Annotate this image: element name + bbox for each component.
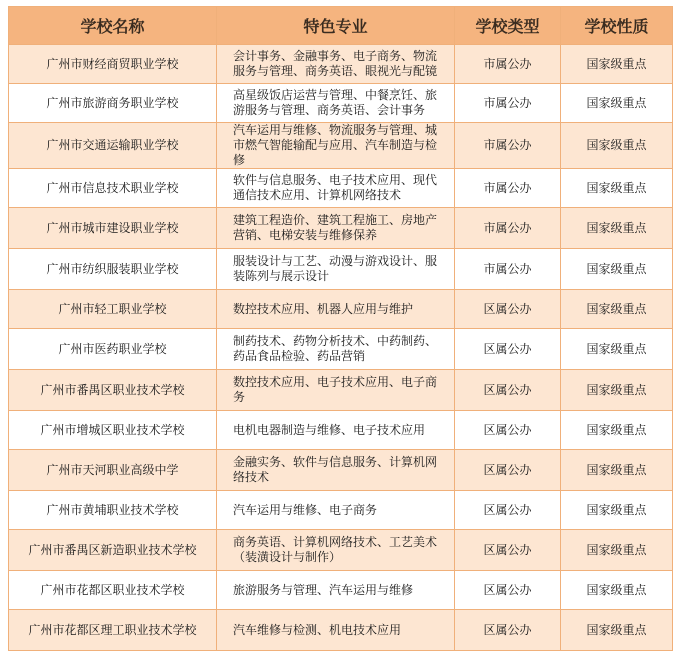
- majors-cell: 建筑工程造价、建筑工程施工、房地产营销、电梯安装与维修保养: [217, 208, 455, 249]
- table-row: [9, 530, 673, 571]
- school-nature-cell: 国家级重点: [561, 123, 673, 169]
- table-body: [9, 45, 673, 651]
- school-name-cell: 广州市天河职业高级中学: [9, 450, 217, 491]
- school-type-cell: 市属公办: [455, 169, 561, 208]
- school-type-cell: 区属公办: [455, 370, 561, 411]
- school-nature-cell: 国家级重点: [561, 571, 673, 610]
- majors-cell: 金融实务、软件与信息服务、计算机网络技术: [217, 450, 455, 491]
- table-row: [9, 84, 673, 123]
- school-type-cell: 市属公办: [455, 84, 561, 123]
- school-name-cell: 广州市医药职业学校: [9, 329, 217, 370]
- header-school-type: 学校类型: [455, 7, 561, 45]
- school-nature-cell: 国家级重点: [561, 610, 673, 651]
- school-name-cell: 广州市城市建设职业学校: [9, 208, 217, 249]
- school-type-cell: 区属公办: [455, 530, 561, 571]
- school-table-container: [8, 6, 672, 651]
- majors-cell: 电机电器制造与维修、电子技术应用: [217, 411, 455, 450]
- school-name-cell: 广州市交通运输职业学校: [9, 123, 217, 169]
- table-row: [9, 370, 673, 411]
- table-row: [9, 249, 673, 290]
- school-nature-cell: 国家级重点: [561, 450, 673, 491]
- school-type-cell: 区属公办: [455, 610, 561, 651]
- school-nature-cell: 国家级重点: [561, 290, 673, 329]
- school-name-cell: 广州市轻工职业学校: [9, 290, 217, 329]
- school-type-cell: 区属公办: [455, 491, 561, 530]
- school-nature-cell: 国家级重点: [561, 530, 673, 571]
- school-nature-cell: 国家级重点: [561, 249, 673, 290]
- majors-cell: 软件与信息服务、电子技术应用、现代通信技术应用、计算机网络技术: [217, 169, 455, 208]
- school-name-cell: 广州市花都区职业技术学校: [9, 571, 217, 610]
- school-name-cell: 广州市番禺区新造职业技术学校: [9, 530, 217, 571]
- header-school-name: 学校名称: [9, 7, 217, 45]
- table-header-row: [9, 7, 673, 45]
- school-name-cell: 广州市纺织服装职业学校: [9, 249, 217, 290]
- school-name-cell: 广州市花都区理工职业技术学校: [9, 610, 217, 651]
- table-row: [9, 290, 673, 329]
- majors-cell: 汽车维修与检测、机电技术应用: [217, 610, 455, 651]
- header-majors: 特色专业: [217, 7, 455, 45]
- majors-cell: 会计事务、金融事务、电子商务、物流服务与管理、商务英语、眼视光与配镜: [217, 45, 455, 84]
- table-row: [9, 491, 673, 530]
- majors-cell: 旅游服务与管理、汽车运用与维修: [217, 571, 455, 610]
- table-row: [9, 169, 673, 208]
- majors-cell: 数控技术应用、机器人应用与维护: [217, 290, 455, 329]
- majors-cell: 服装设计与工艺、动漫与游戏设计、服装陈列与展示设计: [217, 249, 455, 290]
- table-row: [9, 450, 673, 491]
- school-nature-cell: 国家级重点: [561, 84, 673, 123]
- school-nature-cell: 国家级重点: [561, 411, 673, 450]
- school-type-cell: 区属公办: [455, 450, 561, 491]
- majors-cell: 汽车运用与维修、电子商务: [217, 491, 455, 530]
- school-nature-cell: 国家级重点: [561, 169, 673, 208]
- school-nature-cell: 国家级重点: [561, 208, 673, 249]
- table-row: [9, 411, 673, 450]
- school-type-cell: 区属公办: [455, 411, 561, 450]
- school-nature-cell: 国家级重点: [561, 329, 673, 370]
- majors-cell: 高星级饭店运营与管理、中餐烹饪、旅游服务与管理、商务英语、会计事务: [217, 84, 455, 123]
- school-nature-cell: 国家级重点: [561, 491, 673, 530]
- school-type-cell: 市属公办: [455, 249, 561, 290]
- school-name-cell: 广州市财经商贸职业学校: [9, 45, 217, 84]
- school-name-cell: 广州市信息技术职业学校: [9, 169, 217, 208]
- school-name-cell: 广州市黄埔职业技术学校: [9, 491, 217, 530]
- majors-cell: 数控技术应用、电子技术应用、电子商务: [217, 370, 455, 411]
- school-table: [8, 6, 673, 651]
- school-type-cell: 区属公办: [455, 329, 561, 370]
- school-type-cell: 市属公办: [455, 123, 561, 169]
- header-school-nature: 学校性质: [561, 7, 673, 45]
- table-row: [9, 571, 673, 610]
- school-name-cell: 广州市旅游商务职业学校: [9, 84, 217, 123]
- school-name-cell: 广州市番禺区职业技术学校: [9, 370, 217, 411]
- majors-cell: 制药技术、药物分析技术、中药制药、药品食品检验、药品营销: [217, 329, 455, 370]
- school-type-cell: 市属公办: [455, 45, 561, 84]
- table-row: [9, 208, 673, 249]
- school-type-cell: 区属公办: [455, 571, 561, 610]
- school-nature-cell: 国家级重点: [561, 370, 673, 411]
- table-row: [9, 123, 673, 169]
- table-row: [9, 45, 673, 84]
- school-nature-cell: 国家级重点: [561, 45, 673, 84]
- table-row: [9, 610, 673, 651]
- school-type-cell: 市属公办: [455, 208, 561, 249]
- majors-cell: 商务英语、计算机网络技术、工艺美术（装潢设计与制作）: [217, 530, 455, 571]
- majors-cell: 汽车运用与维修、物流服务与管理、城市燃气智能输配与应用、汽车制造与检修: [217, 123, 455, 169]
- school-name-cell: 广州市增城区职业技术学校: [9, 411, 217, 450]
- school-type-cell: 区属公办: [455, 290, 561, 329]
- table-row: [9, 329, 673, 370]
